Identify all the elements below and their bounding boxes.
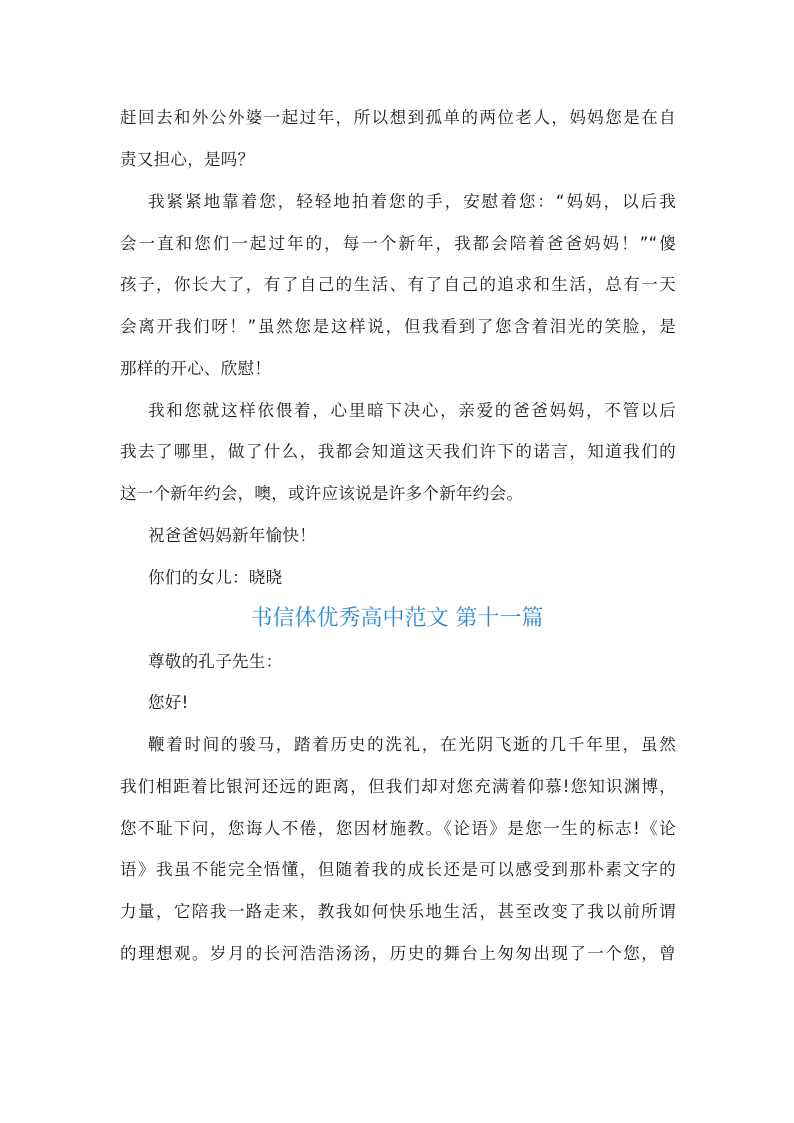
paragraph-line: 这一个新年约会，噢，或许应该说是许多个新年约会。 <box>120 484 524 503</box>
paragraph-line: 会一直和您们一起过年的，每一个新年，我都会陪着爸爸妈妈！”“傻 <box>120 234 676 253</box>
paragraph-line: 语》我虽不能完全悟懂，但随着我的成长还是可以感受到那朴素文字的 <box>120 860 676 879</box>
closing-wish: 祝爸爸妈妈新年愉快！ <box>148 526 316 545</box>
salutation: 尊敬的孔子先生： <box>148 652 283 671</box>
paragraph-line: 责又担心，是吗？ <box>120 150 255 169</box>
paragraph-line: 我紧紧地靠着您，轻轻地拍着您的手，安慰着您：“妈妈，以后我 <box>148 192 676 211</box>
paragraph-line: 的理想观。岁月的长河浩浩汤汤，历史的舞台上匆匆出现了一个您，曾 <box>120 944 676 963</box>
paragraph-line: 您不耻下问，您诲人不倦，您因材施教。《论语》是您一生的标志!《论 <box>120 819 676 838</box>
paragraph-line: 鞭着时间的骏马，踏着历史的洗礼，在光阴飞逝的几千年里，虽然 <box>148 735 676 754</box>
greeting: 您好! <box>148 693 189 712</box>
paragraph-line: 孩子，你长大了，有了自己的生活、有了自己的追求和生活，总有一天 <box>120 275 676 294</box>
paragraph-line: 力量，它陪我一路走来，教我如何快乐地生活，甚至改变了我以前所谓 <box>120 902 676 921</box>
paragraph-line: 我们相距着比银河还远的距离，但我们却对您充满着仰慕!您知识渊博， <box>120 777 676 796</box>
section-heading: 书信体优秀高中范文 第十一篇 <box>250 606 544 631</box>
signature: 你们的女儿：晓晓 <box>148 568 283 587</box>
paragraph-line: 我和您就这样依偎着，心里暗下决心，亲爱的爸爸妈妈，不管以后 <box>148 401 676 420</box>
paragraph-line: 我去了哪里，做了什么，我都会知道这天我们许下的诺言，知道我们的 <box>120 442 676 461</box>
paragraph-line: 那样的开心、欣慰！ <box>120 359 272 378</box>
paragraph-line: 赶回去和外公外婆一起过年，所以想到孤单的两位老人，妈妈您是在自 <box>120 108 676 127</box>
paragraph-line: 会离开我们呀！”虽然您是这样说，但我看到了您含着泪光的笑脸，是 <box>120 317 676 336</box>
